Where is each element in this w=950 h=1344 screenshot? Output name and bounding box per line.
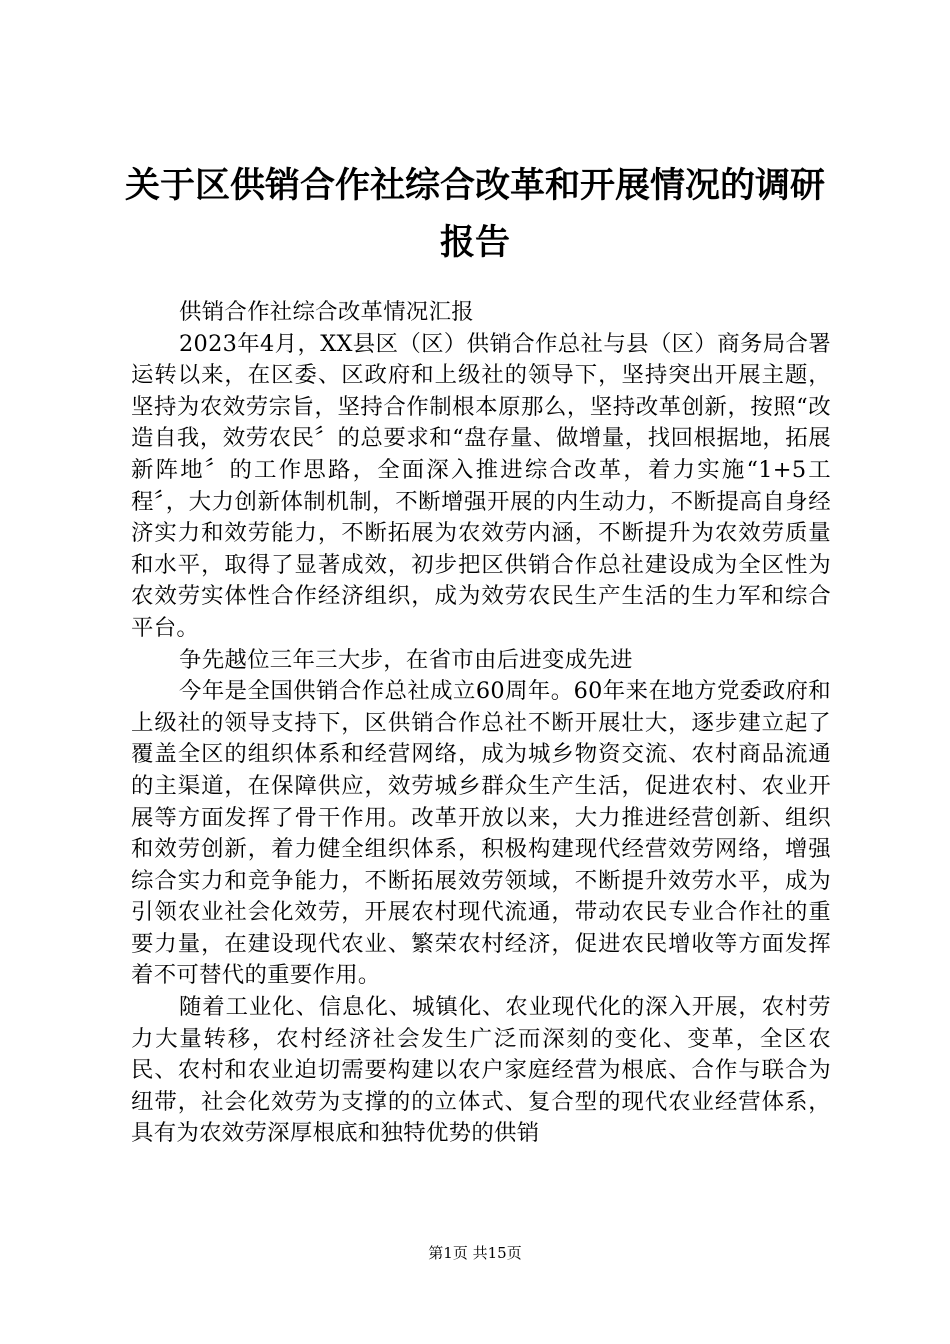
title-line-1: 关于区供销合作社综合改革和开展情况的调研	[124, 166, 825, 206]
paragraph-subtitle: 供销合作社综合改革情况汇报	[179, 299, 474, 325]
paragraph: 2023年4月，XX县区（区）供销合作总社与县（区）商务局合署运转以来，在区委、区政府和上级社的领导下，坚持突出开展主题，坚持为农效劳宗旨，坚持合作制根本原那么，坚持改革创新，按照“改造自我，效劳农民〞的总要求和“盘存量、做增量，找回根据地，拓展新阵地〞的工作思路，全面深入推进综合改革，着力实施“1+5工程〞，大力创新体制机制，不断增强开展的内生动力，不断提高自身经济实力和效劳能力，不断拓展为农效劳内涵，不断提升为农效劳质量和水平，取得了显著成效，初步把区供销合作总社建设成为全区性为农效劳实体性合作经济组织，成为效劳农民生产生活的生力军和综合平台。	[131, 330, 831, 641]
paragraph-heading: 争先越位三年三大步，在省市由后进变成先进	[179, 646, 633, 673]
document-body	[131, 297, 831, 1150]
paragraph: 随着工业化、信息化、城镇化、农业现代化的深入开展，农村劳力大量转移，农村经济社会发生广泛而深刻的变化、变革，全区农民、农村和农业迫切需要构建以农户家庭经营为根底、合作与联合为纽带，社会化效劳为支撑的的立体式、复合型的现代农业经营体系，具有为农效劳深厚根底和独特优势的供销	[131, 994, 831, 1147]
paragraph: 今年是全国供销合作总社成立60周年。60年来在地方党委政府和上级社的领导支持下，区供销合作总社不断开展壮大，逐步建立起了覆盖全区的组织体系和经营网络，成为城乡物资交流、农村商品流通的主渠道，在保障供应，效劳城乡群众生产生活，促进农村、农业开展等方面发挥了骨干作用。改革开放以来，大力推进经营创新、组织和效劳创新，着力健全组织体系，积极构建现代经营效劳网络，增强综合实力和竞争能力，不断拓展效劳领域，不断提升效劳水平，成为引领农业社会化效劳，开展农村现代流通，带动农民专业合作社的重要力量，在建设现代农业、繁荣农村经济，促进农民增收等方面发挥着不可替代的重要作用。	[131, 678, 831, 989]
document-title	[120, 158, 830, 272]
title-line-2: 报告	[439, 223, 510, 263]
page-number: 第1页 共15页	[428, 1244, 522, 1262]
